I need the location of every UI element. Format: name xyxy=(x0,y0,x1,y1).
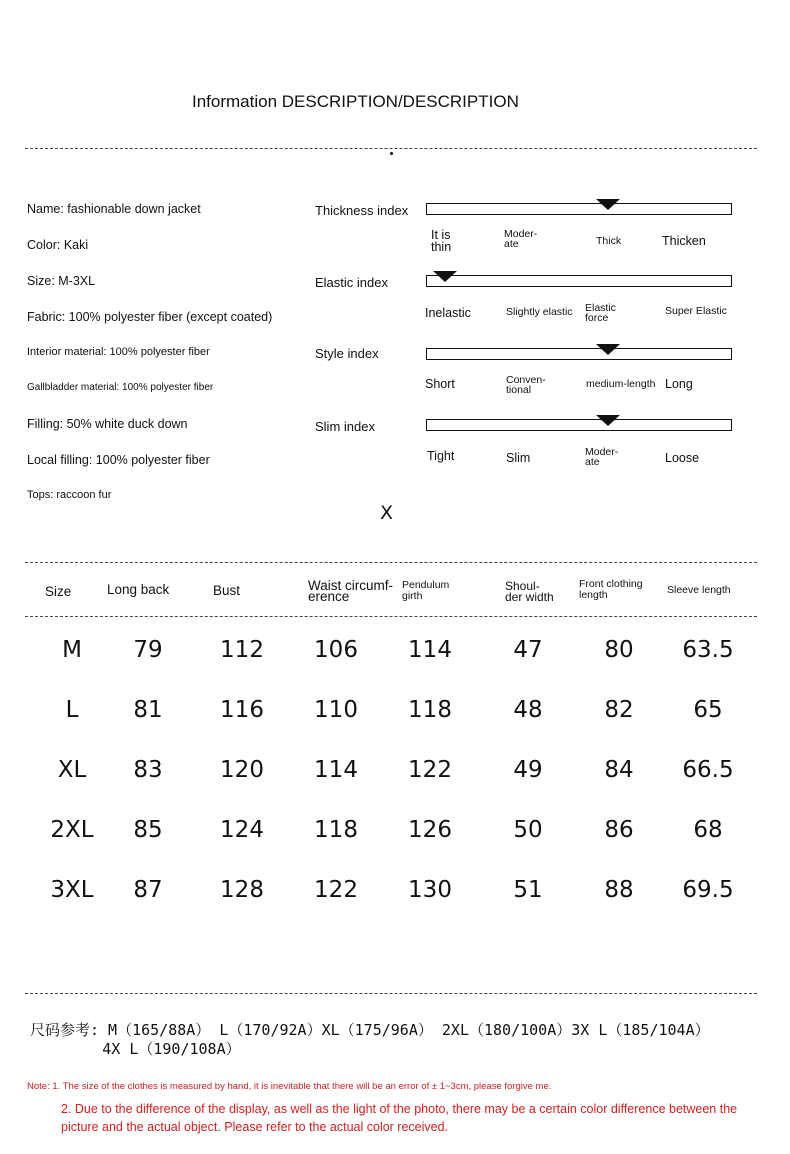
table-cell: 128 xyxy=(220,877,264,903)
decorative-dot xyxy=(390,152,393,155)
table-cell: 116 xyxy=(220,697,264,723)
elastic-index-bar xyxy=(426,275,732,287)
spec-tops: Tops: raccoon fur xyxy=(27,489,112,501)
table-cell: 69.5 xyxy=(682,877,734,903)
size-reference: 尺码参考: M（165/88A） L（170/92A）XL（175/96A） 2XL（180/100A）3X L（185/104A） 4X L（190/108A） xyxy=(30,1021,710,1058)
spec-name: Name: fashionable down jacket xyxy=(27,202,201,216)
header-front-length: Front clothing length xyxy=(579,578,643,601)
style-index-marker xyxy=(596,344,620,355)
header-pendulum-girth: Pendulum girth xyxy=(402,579,450,602)
table-cell: 130 xyxy=(408,877,452,903)
thickness-index-label: Thickness index xyxy=(315,203,409,218)
header-bust: Bust xyxy=(213,583,241,598)
table-cell: 66.5 xyxy=(682,757,734,783)
table-cell: 84 xyxy=(604,757,634,783)
table-cell: 86 xyxy=(604,817,634,843)
table-cell: L xyxy=(65,697,79,723)
table-cell: 120 xyxy=(220,757,264,783)
elastic-option-inelastic: Inelastic xyxy=(425,306,471,320)
table-cell: 106 xyxy=(314,637,358,663)
spec-size: Size: M-3XL xyxy=(27,274,96,288)
table-cell: 79 xyxy=(133,637,163,663)
page-title: Information DESCRIPTION/DESCRIPTION xyxy=(192,92,519,111)
table-cell: 50 xyxy=(513,817,543,843)
table-cell: 49 xyxy=(513,757,543,783)
table-cell: 118 xyxy=(408,697,452,723)
header-long-back: Long back xyxy=(107,582,170,597)
table-cell: 122 xyxy=(408,757,452,783)
table-header-divider xyxy=(25,616,757,617)
table-cell: 3XL xyxy=(50,877,94,903)
style-index-bar xyxy=(426,348,732,360)
table-cell: XL xyxy=(57,757,87,783)
table-cell: M xyxy=(62,637,82,663)
spec-filling: Filling: 50% white duck down xyxy=(27,417,188,431)
table-cell: 88 xyxy=(604,877,634,903)
x-mark: X xyxy=(380,502,394,524)
slim-option-loose: Loose xyxy=(665,451,700,465)
note-color-difference: 2. Due to the difference of the display, as well as the light of the photo, there may be a certain color difference between the picture and the actual object. Please refer to the actual color received. xyxy=(61,1102,738,1134)
table-cell: 114 xyxy=(314,757,358,783)
table-cell: 122 xyxy=(314,877,358,903)
table-cell: 114 xyxy=(408,637,452,663)
elastic-option-elastic-force: Elastic force xyxy=(585,302,616,324)
thickness-option-moderate: Moder- ate xyxy=(504,228,538,250)
table-bottom-divider xyxy=(25,993,757,994)
table-cell: 2XL xyxy=(50,817,94,843)
elastic-index-marker xyxy=(433,271,457,282)
header-waist: Waist circumf- erence xyxy=(308,578,393,604)
spec-color: Color: Kaki xyxy=(27,238,89,252)
style-option-conventional: Conven- tional xyxy=(506,374,546,396)
header-size: Size xyxy=(45,584,72,599)
table-cell: 118 xyxy=(314,817,358,843)
spec-gallbladder-material: Gallbladder material: 100% polyester fiber xyxy=(27,382,214,393)
slim-option-tight: Tight xyxy=(427,449,455,463)
divider xyxy=(25,148,757,149)
table-cell: 47 xyxy=(513,637,543,663)
table-cell: 82 xyxy=(604,697,634,723)
header-sleeve-length: Sleeve length xyxy=(667,584,731,596)
thickness-option-thicken: Thicken xyxy=(662,234,706,248)
slim-index-marker xyxy=(596,415,620,426)
spec-interior-material: Interior material: 100% polyester fiber xyxy=(27,346,210,358)
table-cell: 81 xyxy=(133,697,163,723)
style-index-label: Style index xyxy=(315,346,379,361)
note-measurement: Note: 1. The size of the clothes is measured by hand, it is inevitable that there will be an error of ± 1~3cm, please forgive me. xyxy=(27,1081,552,1092)
slim-index-label: Slim index xyxy=(315,419,375,434)
table-cell: 112 xyxy=(220,637,264,663)
slim-option-slim: Slim xyxy=(506,451,531,465)
slim-index-bar xyxy=(426,419,732,431)
elastic-index-label: Elastic index xyxy=(315,275,388,290)
thickness-index-marker xyxy=(596,199,620,210)
elastic-option-slightly-elastic: Slightly elastic xyxy=(506,306,573,318)
style-option-medium-length: medium-length xyxy=(586,378,656,390)
table-cell: 48 xyxy=(513,697,543,723)
table-cell: 51 xyxy=(513,877,543,903)
elastic-option-super-elastic: Super Elastic xyxy=(665,305,727,317)
header-shoulder-width: Shoul- der width xyxy=(505,579,554,604)
table-cell: 85 xyxy=(133,817,163,843)
table-cell: 68 xyxy=(693,817,723,843)
table-top-divider xyxy=(25,562,757,563)
thickness-option-thin: It is thin xyxy=(431,228,452,254)
table-cell: 80 xyxy=(604,637,634,663)
table-cell: 63.5 xyxy=(682,637,734,663)
thickness-index-bar xyxy=(426,203,732,215)
spec-fabric: Fabric: 100% polyester fiber (except coated) xyxy=(27,310,273,324)
style-option-short: Short xyxy=(425,377,455,391)
table-cell: 126 xyxy=(408,817,452,843)
slim-option-moderate: Moder- ate xyxy=(585,446,619,468)
table-cell: 87 xyxy=(133,877,163,903)
table-cell: 65 xyxy=(693,697,723,723)
table-cell: 83 xyxy=(133,757,163,783)
table-cell: 124 xyxy=(220,817,264,843)
thickness-option-thick: Thick xyxy=(596,235,622,247)
style-option-long: Long xyxy=(665,377,693,391)
spec-local-filling: Local filling: 100% polyester fiber xyxy=(27,453,210,467)
table-cell: 110 xyxy=(314,697,358,723)
